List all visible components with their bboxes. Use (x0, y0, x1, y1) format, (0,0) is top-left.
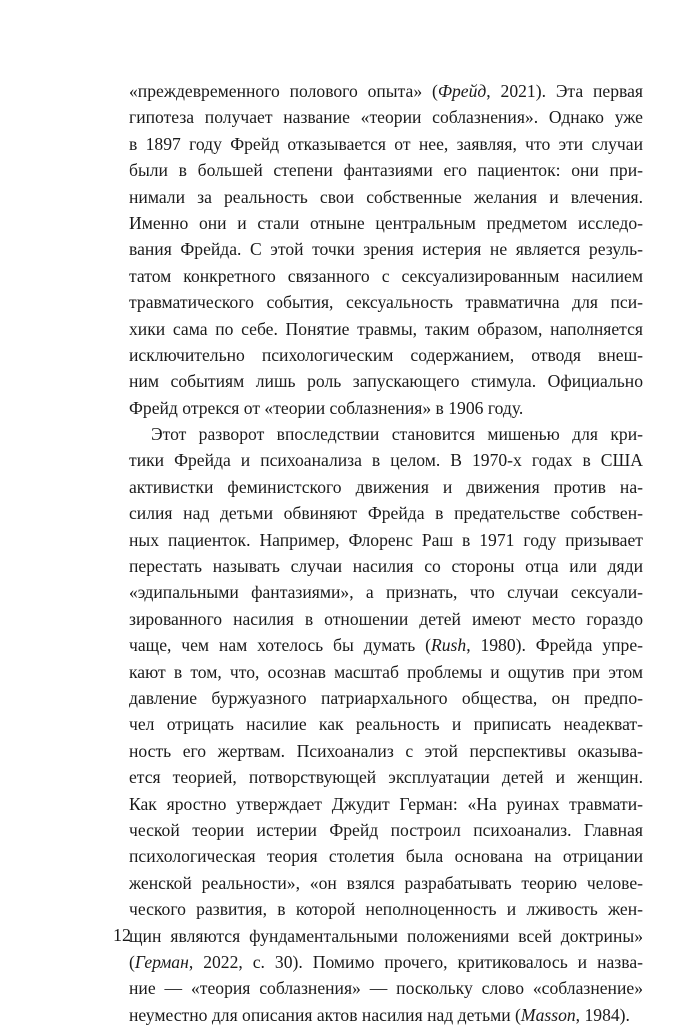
text-segment: активистки феминистского движения и движения против на- (129, 476, 643, 497)
text-segment: татом конкретного связанного с сексуализированным насилием (129, 265, 643, 286)
text-segment: зированного насилия в отношении детей имеют место гораздо (129, 608, 643, 629)
text-segment: ние — «теория соблазнения» — поскольку слово «соблазнение» (129, 978, 643, 999)
text-line (129, 579, 643, 605)
text-line (129, 817, 643, 843)
main-text (129, 78, 643, 1028)
text-segment: ность его жертвам. Психоанализ с этой перспективы оказыва- (129, 740, 643, 761)
text-segment: Этот разворот впоследствии становится мишенью для кри- (151, 424, 643, 445)
text-line (129, 500, 643, 526)
text-segment: травматического события, сексуальность травматична для пси- (129, 292, 643, 313)
text-line (129, 368, 643, 394)
page-number: 12 (113, 925, 131, 945)
text-segment: Как яростно утверждает Джудит Герман: «На руинах травмати- (129, 793, 643, 814)
text-segment: ется теорией, потворствующей эксплуатации детей и женщин. (129, 767, 643, 788)
text-segment: ческого развития, в которой неполноценность и лживость жен- (129, 899, 643, 920)
text-line (129, 527, 643, 553)
text-line (129, 131, 643, 157)
text-line (129, 764, 643, 790)
paragraph (129, 421, 643, 1028)
text-line (129, 236, 643, 262)
text-line (129, 210, 643, 236)
text-segment: ных пациенток. Например, Флоренс Раш в 1971 году призывает (129, 529, 643, 550)
text-segment: в 1897 году Фрейд отказывается от нее, заявляя, что эти случаи (129, 133, 643, 154)
text-line (129, 738, 643, 764)
text-segment: ним событиям лишь роль запускающего стимула. Официально (129, 371, 643, 392)
text-segment: давление буржуазного патриархального общества, он предпо- (129, 687, 643, 708)
text-segment: , 1984). (575, 1004, 630, 1025)
text-segment: Фрейд отрекся от «теории соблазнения» в 1906 году. (129, 397, 524, 418)
text-segment: нимали за реальность свои собственные желания и влечения. (129, 186, 643, 207)
text-line (129, 949, 643, 975)
citation-author: Rush (431, 635, 467, 656)
text-segment: Именно они и стали отныне центральным предметом исследо- (129, 212, 643, 233)
text-line (129, 1002, 643, 1028)
text-segment: исключительно психологическим содержанием, отводя внеш- (129, 344, 643, 365)
text-segment: женской реальности», «он взялся разрабатывать теорию челове- (129, 872, 643, 893)
text-segment: хики сама по себе. Понятие травмы, таким образом, наполняется (129, 318, 643, 339)
text-line (129, 447, 643, 473)
text-line (129, 685, 643, 711)
text-line (129, 104, 643, 130)
text-segment: , 2021). Эта первая (486, 81, 643, 101)
citation-author: Masson (520, 1004, 576, 1025)
text-segment: кают в том, что, осознав масштаб проблемы и ощутив при этом (129, 661, 643, 682)
text-segment: были в большей степени фантазиями его пациенток: они при- (129, 160, 643, 181)
text-segment: психологическая теория столетия была основана на отрицании (129, 846, 643, 867)
paragraph (129, 78, 643, 421)
text-segment: , 1980). Фрейда упре- (466, 635, 643, 656)
text-line (129, 975, 643, 1001)
text-line (129, 184, 643, 210)
citation-author: Фрейд (437, 81, 487, 101)
text-segment: чаще, чем нам хотелось бы думать ( (129, 635, 432, 656)
text-segment: ческой теории истерии Фрейд построил психоанализ. Главная (129, 819, 643, 840)
text-line (129, 711, 643, 737)
text-segment: чел отрицать насилие как реальность и приписать неадекват- (129, 714, 643, 735)
text-line (129, 316, 643, 342)
text-line (129, 157, 643, 183)
text-segment: щин являются фундаментальными положениями всей доктрины» (129, 925, 643, 946)
text-segment: неуместно для описания актов насилия над детьми ( (129, 1004, 521, 1025)
citation-author: Герман (134, 951, 189, 972)
text-line (129, 342, 643, 368)
text-line (129, 843, 643, 869)
text-line (129, 606, 643, 632)
text-line (129, 791, 643, 817)
text-segment: «преждевременного полового опыта» ( (129, 81, 438, 101)
text-segment: «эдипальными фантазиями», а признать, что случаи сексуали- (129, 582, 643, 603)
text-segment: гипотеза получает название «теории соблазнения». Однако уже (129, 107, 643, 128)
text-segment: , 2022, с. 30). Помимо прочего, критиковалось и назва- (188, 951, 643, 972)
text-segment: ( (129, 951, 135, 972)
text-line (129, 923, 643, 949)
text-line (129, 632, 643, 658)
text-segment: силия над детьми обвиняют Фрейда в предательстве собствен- (129, 503, 643, 524)
text-line (129, 870, 643, 896)
text-line (129, 78, 643, 104)
text-line (129, 659, 643, 685)
text-line (129, 289, 643, 315)
text-line (129, 421, 643, 447)
text-segment: тики Фрейда и психоанализа в целом. В 1970-х годах в США (129, 450, 643, 471)
text-segment: перестать называть случаи насилия со стороны отца или дяди (129, 556, 643, 577)
text-line (129, 263, 643, 289)
text-segment: вания Фрейда. С этой точки зрения истерия не является резуль- (129, 239, 643, 260)
text-line (129, 474, 643, 500)
text-line (129, 553, 643, 579)
text-line (129, 395, 643, 421)
text-line (129, 896, 643, 922)
